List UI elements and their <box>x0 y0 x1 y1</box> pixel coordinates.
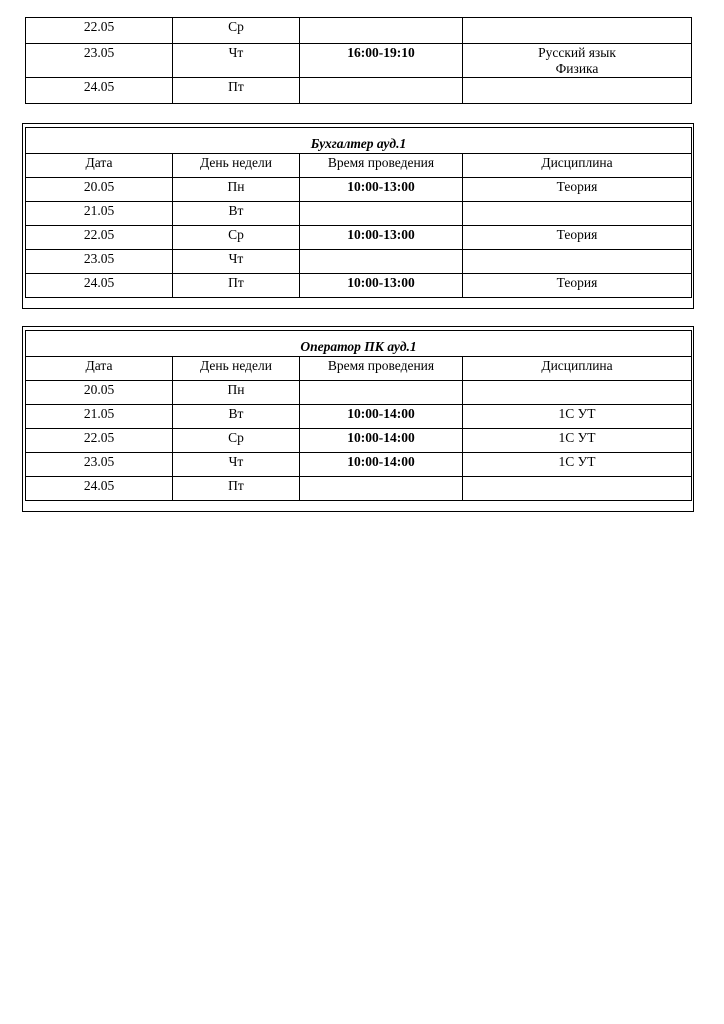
table-row <box>26 202 692 226</box>
header-day: День недели <box>173 154 300 178</box>
table-header-row <box>26 357 692 381</box>
table-title: Бухгалтер ауд.1 <box>26 128 692 154</box>
subject-cell: 1С УТ <box>463 453 692 477</box>
date-cell: 23.05 <box>26 250 173 274</box>
time-cell <box>300 477 463 501</box>
table-header-row <box>26 154 692 178</box>
header-day: День недели <box>173 357 300 381</box>
time-cell: 10:00-14:00 <box>300 453 463 477</box>
day-cell: Пт <box>173 274 300 298</box>
table-row <box>26 178 692 202</box>
time-cell <box>300 78 463 104</box>
subject-cell <box>463 78 692 104</box>
time-cell <box>300 18 463 44</box>
table-row <box>26 18 692 44</box>
subject-cell: Теория <box>463 274 692 298</box>
schedule-table-accountant <box>25 127 692 298</box>
time-cell: 16:00-19:10 <box>300 44 463 78</box>
header-date: Дата <box>26 357 173 381</box>
subject-cell <box>463 202 692 226</box>
header-time: Время проведения <box>300 154 463 178</box>
day-cell: Чт <box>173 250 300 274</box>
table-row <box>26 78 692 104</box>
date-cell: 20.05 <box>26 178 173 202</box>
date-cell: 24.05 <box>26 78 173 104</box>
table-row <box>26 44 692 78</box>
day-cell: Пт <box>173 477 300 501</box>
time-cell: 10:00-14:00 <box>300 429 463 453</box>
subject-cell: Теория <box>463 226 692 250</box>
date-cell: 21.05 <box>26 202 173 226</box>
header-subject: Дисциплина <box>463 154 692 178</box>
subject-cell <box>463 18 692 44</box>
subject-cell: 1С УТ <box>463 405 692 429</box>
table-row <box>26 381 692 405</box>
time-cell <box>300 202 463 226</box>
time-cell: 10:00-13:00 <box>300 178 463 202</box>
day-cell: Вт <box>173 405 300 429</box>
subject-line-2: Физика <box>555 61 599 76</box>
date-cell: 23.05 <box>26 44 173 78</box>
time-cell: 10:00-14:00 <box>300 405 463 429</box>
subject-cell <box>463 381 692 405</box>
table-title: Оператор ПК ауд.1 <box>26 331 692 357</box>
header-time: Время проведения <box>300 357 463 381</box>
table-row <box>26 274 692 298</box>
table-title-row <box>26 331 692 357</box>
table-row <box>26 453 692 477</box>
date-cell: 24.05 <box>26 274 173 298</box>
subject-line-1: Русский язык <box>538 45 616 60</box>
day-cell: Чт <box>173 453 300 477</box>
schedule-table-top <box>25 17 692 104</box>
table-row <box>26 405 692 429</box>
day-cell: Пт <box>173 78 300 104</box>
time-cell: 10:00-13:00 <box>300 274 463 298</box>
day-cell: Ср <box>173 226 300 250</box>
subject-cell: Теория <box>463 178 692 202</box>
date-cell: 22.05 <box>26 226 173 250</box>
subject-cell <box>463 477 692 501</box>
table-row <box>26 429 692 453</box>
date-cell: 22.05 <box>26 18 173 44</box>
subject-cell <box>463 44 692 78</box>
time-cell <box>300 381 463 405</box>
day-cell: Пн <box>173 381 300 405</box>
time-cell <box>300 250 463 274</box>
date-cell: 24.05 <box>26 477 173 501</box>
day-cell: Ср <box>173 18 300 44</box>
table-row <box>26 226 692 250</box>
subject-cell: 1С УТ <box>463 429 692 453</box>
table-row <box>26 477 692 501</box>
date-cell: 23.05 <box>26 453 173 477</box>
table-row <box>26 250 692 274</box>
header-subject: Дисциплина <box>463 357 692 381</box>
time-cell: 10:00-13:00 <box>300 226 463 250</box>
day-cell: Чт <box>173 44 300 78</box>
date-cell: 22.05 <box>26 429 173 453</box>
header-date: Дата <box>26 154 173 178</box>
table-title-row <box>26 128 692 154</box>
day-cell: Пн <box>173 178 300 202</box>
subject-cell <box>463 250 692 274</box>
date-cell: 20.05 <box>26 381 173 405</box>
schedule-table-operator <box>25 330 692 501</box>
day-cell: Ср <box>173 429 300 453</box>
day-cell: Вт <box>173 202 300 226</box>
date-cell: 21.05 <box>26 405 173 429</box>
